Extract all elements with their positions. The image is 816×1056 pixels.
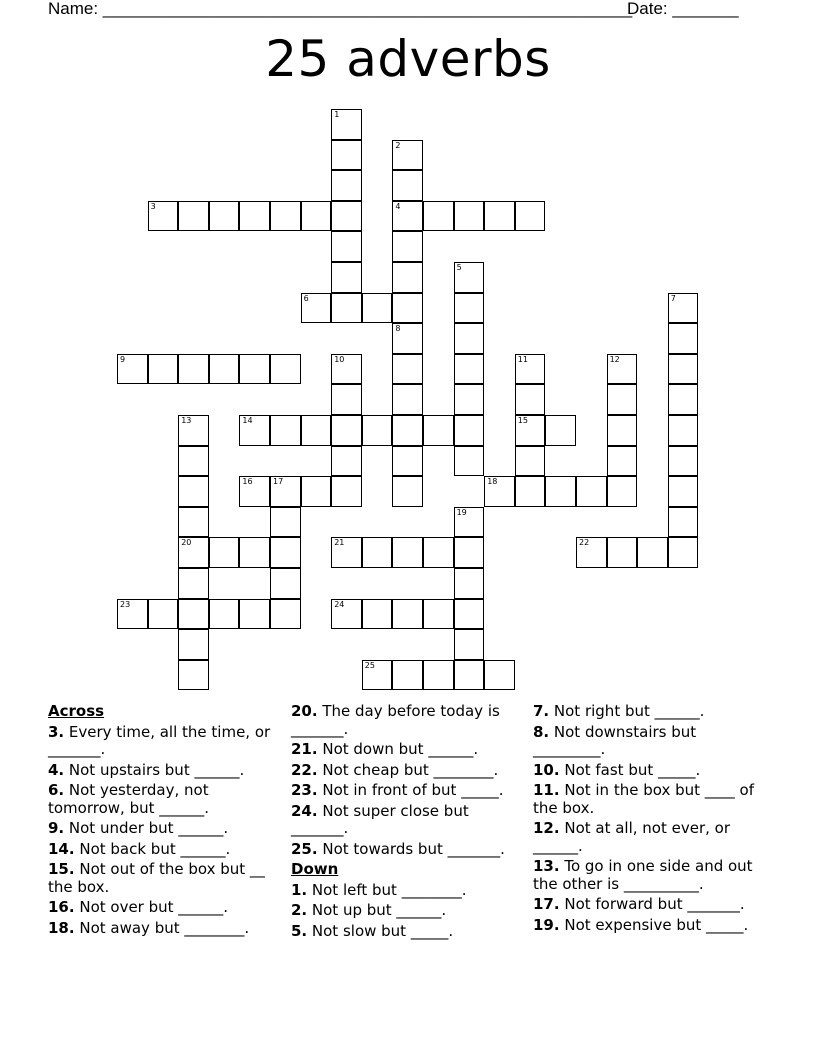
grid-cell[interactable] — [148, 354, 179, 385]
grid-cell[interactable] — [392, 415, 423, 446]
clue-item — [533, 724, 765, 759]
grid-cell[interactable] — [392, 262, 423, 293]
grid-cell[interactable] — [239, 537, 270, 568]
clue-column-3 — [533, 700, 765, 934]
cell-number: 14 — [242, 416, 253, 425]
cell-number: 15 — [517, 416, 528, 425]
grid-cell[interactable] — [178, 629, 209, 660]
grid-cell[interactable] — [178, 415, 209, 446]
clue-number: 12. — [533, 819, 560, 837]
clue-item — [291, 841, 523, 859]
grid-cell[interactable] — [362, 293, 393, 324]
grid-cell[interactable] — [178, 476, 209, 507]
clue-number: 23. — [291, 781, 318, 799]
grid-cell[interactable] — [331, 384, 362, 415]
cell-number: 4 — [395, 201, 401, 211]
clue-number: 18. — [48, 918, 75, 937]
grid-cell[interactable] — [392, 446, 423, 477]
cell-number: 17 — [273, 477, 284, 487]
grid-cell[interactable] — [301, 201, 332, 232]
clue-text: Not away but ________. — [74, 918, 250, 937]
grid-cell[interactable] — [331, 293, 362, 324]
grid-cell[interactable] — [454, 629, 485, 660]
grid-cell[interactable] — [209, 201, 240, 232]
clue-column-2 — [291, 700, 523, 940]
grid-cell[interactable] — [239, 354, 270, 385]
grid-cell[interactable] — [331, 537, 362, 568]
grid-cell[interactable] — [178, 201, 209, 232]
grid-cell[interactable] — [454, 660, 485, 691]
grid-cell[interactable] — [484, 660, 515, 691]
grid-cell[interactable] — [515, 476, 546, 507]
clue-item — [291, 923, 523, 941]
grid-cell[interactable] — [607, 354, 638, 385]
grid-cell[interactable] — [331, 170, 362, 201]
cell-number: 19 — [456, 507, 467, 517]
section-heading: Down — [291, 860, 339, 878]
clue-item — [533, 782, 765, 817]
grid-cell[interactable] — [392, 201, 423, 232]
grid-cell[interactable] — [607, 476, 638, 507]
cell-number: 25 — [364, 660, 375, 670]
clue-number: 2. — [291, 901, 308, 919]
grid-cell[interactable] — [178, 507, 209, 538]
grid-cell[interactable] — [668, 507, 699, 538]
clue-text: Not down but ______. — [317, 740, 479, 758]
grid-cell[interactable] — [301, 476, 332, 507]
grid-cell[interactable] — [362, 599, 393, 630]
clue-text: Not out of the box but __ the box. — [48, 860, 265, 896]
grid-cell[interactable] — [392, 599, 423, 630]
grid-cell[interactable] — [239, 415, 270, 446]
grid-cell[interactable] — [392, 537, 423, 568]
grid-cell[interactable] — [668, 446, 699, 477]
clue-number: 16. — [48, 898, 75, 916]
page-title: 25 adverbs — [265, 30, 551, 88]
cell-number: 11 — [517, 354, 528, 364]
grid-cell[interactable] — [270, 537, 301, 568]
clue-number: 14. — [48, 839, 75, 858]
clue-text: Every time, all the time, or _______. — [48, 722, 271, 758]
grid-cell[interactable] — [148, 201, 179, 232]
clue-text: Not expensive but _____. — [559, 915, 749, 934]
clue-text: Not downstairs but _________. — [533, 722, 697, 758]
clue-column-1 — [48, 700, 273, 937]
clue-text: Not in the box but ____ of the box. — [533, 781, 755, 817]
clue-text: Not under but ______. — [64, 819, 229, 837]
grid-cell[interactable] — [515, 354, 546, 385]
grid-cell[interactable] — [331, 231, 362, 262]
cell-number: 13 — [181, 416, 192, 425]
grid-cell[interactable] — [392, 231, 423, 262]
clue-text: Not yesterday, not tomorrow, but ______. — [48, 781, 210, 817]
clue-item — [291, 882, 523, 900]
grid-cell[interactable] — [423, 415, 454, 446]
grid-cell[interactable] — [423, 537, 454, 568]
clue-item — [533, 762, 765, 780]
clue-text: Not cheap but ________. — [317, 760, 499, 779]
grid-cell[interactable] — [301, 415, 332, 446]
clue-item — [48, 762, 273, 780]
grid-cell[interactable] — [515, 201, 546, 232]
clue-item — [291, 741, 523, 759]
clue-number: 9. — [48, 819, 65, 837]
grid-cell[interactable] — [607, 537, 638, 568]
grid-cell[interactable] — [270, 415, 301, 446]
clue-number: 25. — [291, 839, 318, 858]
grid-cell[interactable] — [270, 201, 301, 232]
grid-cell[interactable] — [545, 415, 576, 446]
clue-number: 20. — [291, 702, 318, 720]
cell-number: 12 — [609, 354, 620, 364]
clue-text: Not at all, not ever, or ______. — [533, 819, 731, 855]
grid-cell[interactable] — [576, 537, 607, 568]
grid-cell[interactable] — [392, 476, 423, 507]
clue-number: 10. — [533, 760, 560, 779]
grid-cell[interactable] — [178, 660, 209, 691]
grid-cell[interactable] — [668, 537, 699, 568]
grid-cell[interactable] — [362, 537, 393, 568]
grid-cell[interactable] — [668, 384, 699, 415]
grid-cell[interactable] — [392, 140, 423, 171]
clue-item — [533, 896, 765, 914]
grid-cell[interactable] — [392, 170, 423, 201]
grid-cell[interactable] — [239, 476, 270, 507]
grid-cell[interactable] — [178, 599, 209, 630]
grid-cell[interactable] — [454, 568, 485, 599]
cell-number: 6 — [303, 293, 309, 303]
grid-cell[interactable] — [454, 354, 485, 385]
clue-text: Not left but ________. — [307, 880, 467, 899]
clue-number: 21. — [291, 740, 318, 758]
grid-cell[interactable] — [454, 201, 485, 232]
grid-cell[interactable] — [454, 599, 485, 630]
clue-number: 4. — [48, 760, 65, 779]
cell-number: 1 — [334, 110, 340, 119]
clue-number: 22. — [291, 760, 318, 779]
clue-item — [291, 803, 523, 838]
grid-cell[interactable] — [331, 476, 362, 507]
clue-item — [48, 820, 273, 838]
clue-number: 7. — [533, 702, 550, 720]
clue-text: Not back but ______. — [74, 839, 231, 858]
clue-item — [48, 782, 273, 817]
grid-cell[interactable] — [117, 354, 148, 385]
grid-cell[interactable] — [178, 537, 209, 568]
clue-number: 17. — [533, 895, 560, 913]
cell-number: 9 — [120, 354, 126, 364]
clue-text: Not forward but _______. — [559, 895, 745, 913]
grid-cell[interactable] — [301, 293, 332, 324]
clue-text: Not towards but _______. — [317, 839, 505, 858]
grid-cell[interactable] — [209, 537, 240, 568]
clue-text: Not fast but _____. — [559, 760, 701, 779]
clue-number: 24. — [291, 801, 318, 820]
clue-item — [533, 703, 765, 721]
grid-cell[interactable] — [668, 293, 699, 324]
grid-cell[interactable] — [576, 476, 607, 507]
grid-cell[interactable] — [209, 354, 240, 385]
grid-cell[interactable] — [454, 262, 485, 293]
clue-item — [533, 820, 765, 855]
grid-cell[interactable] — [362, 660, 393, 691]
grid-cell[interactable] — [484, 201, 515, 232]
clue-number: 19. — [533, 915, 560, 934]
grid-cell[interactable] — [545, 476, 576, 507]
clue-item — [291, 762, 523, 780]
grid-cell[interactable] — [117, 599, 148, 630]
grid-cell[interactable] — [239, 201, 270, 232]
grid-cell[interactable] — [331, 415, 362, 446]
grid-cell[interactable] — [607, 415, 638, 446]
grid-cell[interactable] — [392, 660, 423, 691]
grid-cell[interactable] — [454, 415, 485, 446]
cell-number: 8 — [395, 324, 401, 334]
grid-cell[interactable] — [331, 599, 362, 630]
grid-cell[interactable] — [331, 201, 362, 232]
grid-cell[interactable] — [454, 384, 485, 415]
section-heading: Across — [48, 702, 105, 720]
grid-cell[interactable] — [668, 354, 699, 385]
clue-item — [291, 703, 523, 738]
clue-number: 11. — [533, 781, 560, 799]
grid-cell[interactable] — [607, 446, 638, 477]
grid-cell[interactable] — [454, 323, 485, 354]
clue-number: 15. — [48, 860, 75, 878]
cell-number: 10 — [334, 354, 345, 364]
grid-cell[interactable] — [270, 568, 301, 599]
cell-number: 20 — [181, 538, 192, 548]
cell-number: 16 — [242, 477, 253, 487]
grid-cell[interactable] — [392, 354, 423, 385]
grid-cell[interactable] — [668, 476, 699, 507]
grid-cell[interactable] — [454, 537, 485, 568]
clue-item — [533, 858, 765, 893]
clue-text: Not super close but _______. — [291, 801, 469, 837]
grid-cell[interactable] — [515, 446, 546, 477]
cell-number: 24 — [334, 599, 345, 609]
grid-cell[interactable] — [392, 323, 423, 354]
clue-number: 1. — [291, 880, 308, 899]
clue-number: 13. — [533, 857, 560, 875]
grid-cell[interactable] — [362, 415, 393, 446]
clue-item — [291, 782, 523, 800]
grid-cell[interactable] — [178, 354, 209, 385]
grid-cell[interactable] — [331, 109, 362, 140]
grid-cell[interactable] — [454, 507, 485, 538]
grid-cell[interactable] — [484, 476, 515, 507]
cell-number: 23 — [120, 599, 131, 609]
clue-text: Not in front of but _____. — [317, 781, 504, 799]
grid-cell[interactable] — [270, 354, 301, 385]
clue-text: The day before today is _______. — [291, 702, 500, 738]
grid-cell[interactable] — [423, 201, 454, 232]
cell-number: 21 — [334, 538, 345, 548]
clue-text: To go in one side and out the other is __________. — [533, 857, 753, 893]
grid-cell[interactable] — [423, 660, 454, 691]
grid-cell[interactable] — [637, 537, 668, 568]
grid-cell[interactable] — [392, 384, 423, 415]
grid-cell[interactable] — [239, 599, 270, 630]
cell-number: 3 — [150, 201, 156, 211]
grid-cell[interactable] — [515, 384, 546, 415]
date-field[interactable]: Date: _______ — [627, 0, 739, 18]
clue-text: Not over but ______. — [74, 898, 229, 916]
cell-number: 2 — [395, 140, 401, 150]
grid-cell[interactable] — [331, 140, 362, 171]
clue-item — [48, 861, 273, 896]
clue-text: Not slow but _____. — [307, 921, 454, 940]
clue-item — [533, 917, 765, 935]
clue-number: 6. — [48, 781, 65, 799]
clue-number: 3. — [48, 722, 65, 741]
grid-cell[interactable] — [423, 599, 454, 630]
grid-cell[interactable] — [178, 446, 209, 477]
clue-number: 5. — [291, 921, 308, 940]
cell-number: 7 — [670, 293, 676, 303]
name-field[interactable]: Name: ________________________________________________________ — [48, 0, 633, 18]
clue-text: Not upstairs but ______. — [64, 760, 245, 779]
grid-cell[interactable] — [270, 507, 301, 538]
clue-item — [48, 724, 273, 759]
clue-item — [48, 920, 273, 938]
clue-number: 8. — [533, 722, 550, 741]
grid-cell[interactable] — [454, 446, 485, 477]
grid-cell[interactable] — [148, 599, 179, 630]
clue-item — [291, 902, 523, 920]
grid-cell[interactable] — [668, 415, 699, 446]
cell-number: 18 — [487, 477, 498, 487]
grid-cell[interactable] — [331, 354, 362, 385]
grid-cell[interactable] — [178, 568, 209, 599]
grid-cell[interactable] — [270, 476, 301, 507]
grid-cell[interactable] — [607, 384, 638, 415]
grid-cell[interactable] — [270, 599, 301, 630]
clue-text: Not right but ______. — [549, 702, 705, 720]
grid-cell[interactable] — [331, 262, 362, 293]
cell-number: 5 — [456, 263, 462, 272]
grid-cell[interactable] — [454, 293, 485, 324]
cell-number: 22 — [579, 538, 590, 548]
grid-cell[interactable] — [668, 323, 699, 354]
grid-cell[interactable] — [331, 446, 362, 477]
grid-cell[interactable] — [209, 599, 240, 630]
grid-cell[interactable] — [515, 415, 546, 446]
clue-item — [48, 899, 273, 917]
grid-cell[interactable] — [392, 293, 423, 324]
clue-text: Not up but ______. — [307, 901, 447, 919]
clue-item — [48, 841, 273, 859]
